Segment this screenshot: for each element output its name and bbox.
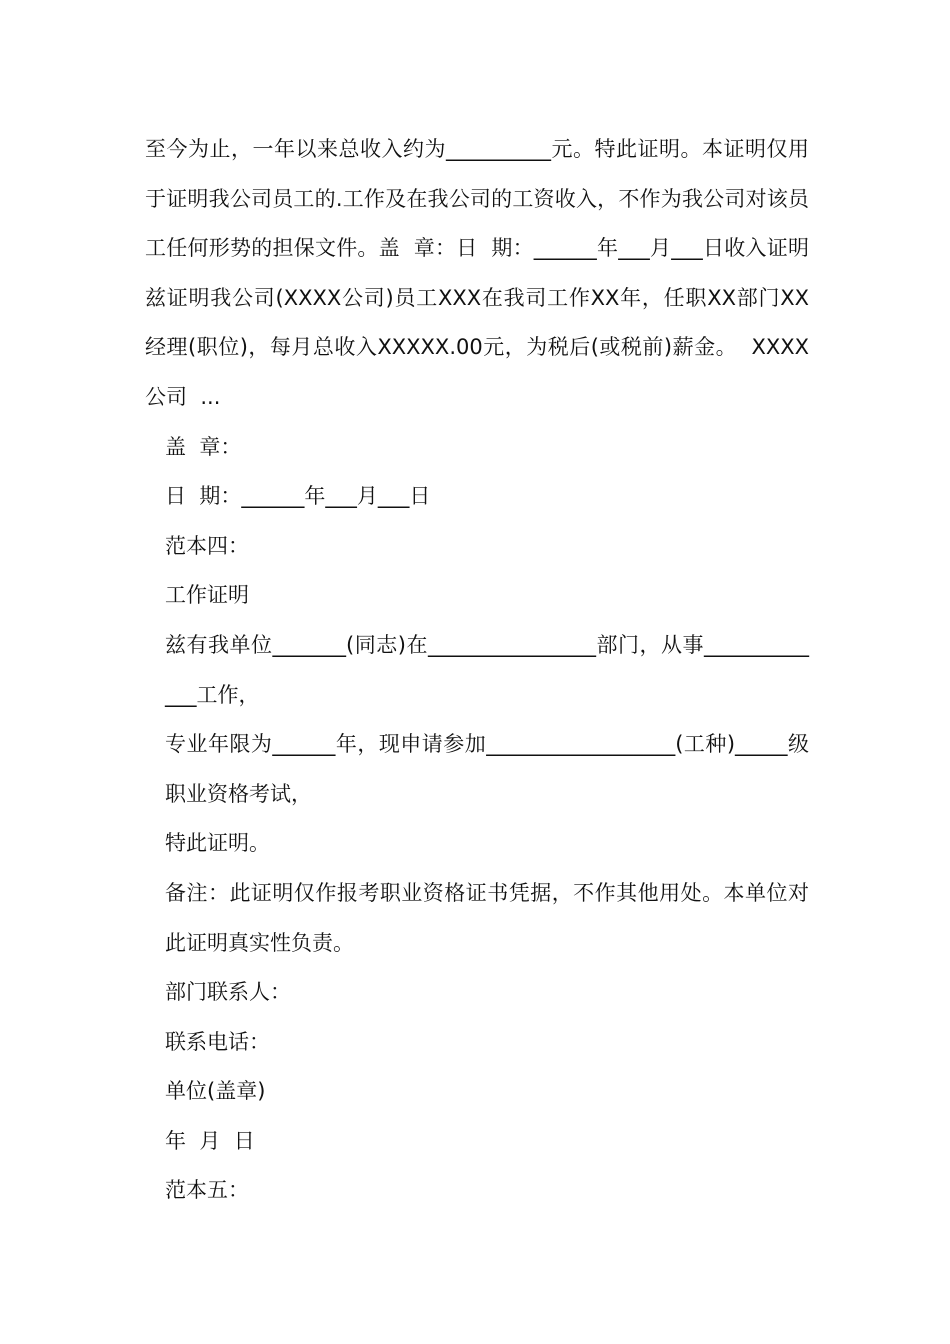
paragraph-seal: 盖 章： xyxy=(165,434,242,459)
paragraph-unit-employment: 兹有我单位_______(同志)在________________部门，从事_____________工作， xyxy=(165,632,809,707)
paragraph-exam-application: 专业年限为______年，现申请参加__________________(工种)_____级职业资格考试， xyxy=(165,732,809,806)
paragraph-remark: 备注：此证明仅作报考职业资格证书凭据，不作其他用处。本单位对此证明真实性负责。 xyxy=(165,880,809,955)
document-body xyxy=(145,125,823,1216)
heading-work-certificate: 工作证明 xyxy=(165,583,249,608)
field-year-month-day: 年 月 日 xyxy=(165,1128,255,1153)
heading-sample-five: 范本五： xyxy=(165,1178,249,1203)
heading-sample-four: 范本四： xyxy=(165,533,249,558)
paragraph-hereby-certify: 特此证明。 xyxy=(165,831,270,856)
field-contact-phone: 联系电话： xyxy=(165,1029,270,1054)
paragraph-income-certificate: 至今为止，一年以来总收入约为__________元。特此证明。本证明仅用于证明我公司员工的.工作及在我公司的工资收入，不作为我公司对该员工任何形势的担保文件。盖 章：日 期：______年___月___日收入证明 兹证明我公司(XXXX公司)员工XXX在我司工作XX年，任职XX部门XX经理(职位)，每月总收入XXXXX.00元，为税后(或税前)薪金。 XXXX公司 ... xyxy=(145,137,823,409)
field-department-contact: 部门联系人： xyxy=(165,980,291,1005)
field-unit-seal: 单位(盖章) xyxy=(165,1079,266,1104)
paragraph-date: 日 期：______年___月___日 xyxy=(165,484,431,509)
